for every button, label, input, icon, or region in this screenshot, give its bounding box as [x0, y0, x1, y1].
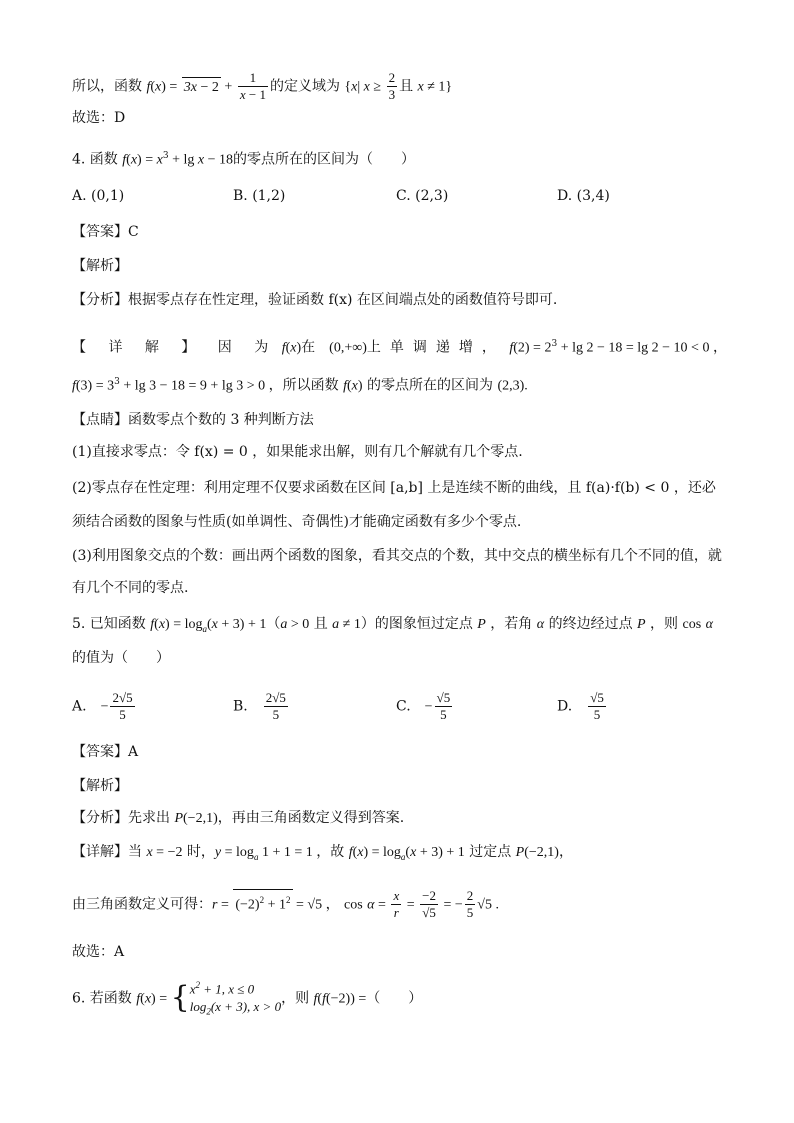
question-5-stem-a: 5. 已知函数 $f(x) = \log_a(x + 3) + 1(a > 0$ 且 a ≠ 1）的图象恒过定点 P ，若角 α 的终边经过点 P ，则 cos α	[72, 616, 713, 634]
question-4-stem: 4. 函数 $f(x) = x^3 + \lg x - 18$的零点所在的区间为（ ）	[72, 151, 415, 168]
q5-option-a: A. − $\frac{2√5}{5}$	[72, 690, 133, 722]
q4-detail-line-1: 【 详 解 】 因 为 f(x)在 (0,+∞)上单调递增， $f(2) = 2^3 + \lg 2 - 18 = \lg 2 - 10 < 0$ ，	[72, 339, 727, 356]
text-segment: 所以，函数	[72, 78, 142, 95]
q4-option-c: C. (2,3)	[396, 188, 449, 204]
q5-option-c: C. − $\frac{√5}{5}$	[396, 690, 451, 722]
text-segment: 的定义域为	[269, 78, 340, 95]
q5-choice: 故选：A	[72, 944, 125, 960]
q5-detail-line-1: 【详解】当 x = −2 时，$y = \log_a 1 + 1 = 1$ ，故 $f(x) = \log_a(x + 3) + 1$ 过定点 P(−2,1)，	[72, 844, 573, 862]
q4-method-3a: (3)利用图象交点的个数：画出两个函数的图象，看其交点的个数，其中交点的横坐标有几个不同的值，就	[72, 548, 722, 564]
q5-answer: 【答案】A	[72, 744, 139, 760]
q4-answer: 【答案】C	[72, 224, 139, 240]
q5-detail-line-2: 由三角函数定义可得：$r = (-2)^2 + 1^2 = √5$ ， cos α = $\frac{x}{r}$ = $\frac{-2}{√5}$ = − $\frac{2}{5}$ √5 .	[72, 888, 499, 920]
q4-method-1: (1)直接求零点：令 f(x) = 0 ，如果能求出解，则有几个解就有几个零点.	[72, 444, 523, 460]
question-6-stem: 6. 若函数 f(x) = { $x^2 + 1$, x ≤ 0 $\log_2(x + 3)$, x > 0 ，则 f(f(−2)) =（ ）	[72, 980, 423, 1017]
q5-analysis-label: 【解析】	[72, 778, 128, 794]
q4-method-2a: (2)零点存在性定理：利用定理不仅要求函数在区间 [a,b] 上是连续不断的曲线，且 f(a)·f(b) < 0 ，还必	[72, 480, 716, 496]
text-segment: 【 详 解 】 因 为	[72, 339, 278, 356]
q4-option-b: B. (1,2)	[233, 188, 286, 204]
q4-method-2b: 须结合函数的图象与性质(如单调性、奇偶性)才能确定函数有多少个零点.	[72, 514, 522, 530]
answer-choice-line: 故选：D	[72, 110, 126, 126]
q4-option-d: D. (3,4)	[557, 188, 610, 204]
q4-analysis-label: 【解析】	[72, 258, 128, 274]
q4-method-3b: 有几个不同的零点.	[72, 580, 189, 596]
q5-option-b: B. $\frac{2√5}{5}$	[233, 690, 286, 722]
q5-analysis: 【分析】先求出 P(−2,1)，再由三角函数定义得到答案.	[72, 810, 405, 826]
q4-analysis: 【分析】根据零点存在性定理，验证函数 f(x) 在区间端点处的函数值符号即可.	[72, 292, 558, 308]
q4-option-a: A. (0,1)	[72, 188, 125, 204]
question-5-stem-b: 的值为（ ）	[72, 650, 170, 666]
domain-conclusion-line: 所以，函数 f(x) = 3x − 2 + $\frac{1}{x - 1}$ 的定义域为 {x| x ≥ $\frac{2}{3}$ 且 x ≠ 1}	[72, 70, 453, 102]
q5-option-d: D. $\frac{√5}{5}$	[557, 690, 604, 722]
q4-tip: 【点睛】函数零点个数的 3 种判断方法	[72, 412, 314, 428]
q4-detail-line-2: $f(3) = 3^3 + \lg 3 - 18 = 9 + \lg 3 > 0$ ，所以函数 f(x) 的零点所在的区间为 (2,3).	[72, 377, 528, 394]
